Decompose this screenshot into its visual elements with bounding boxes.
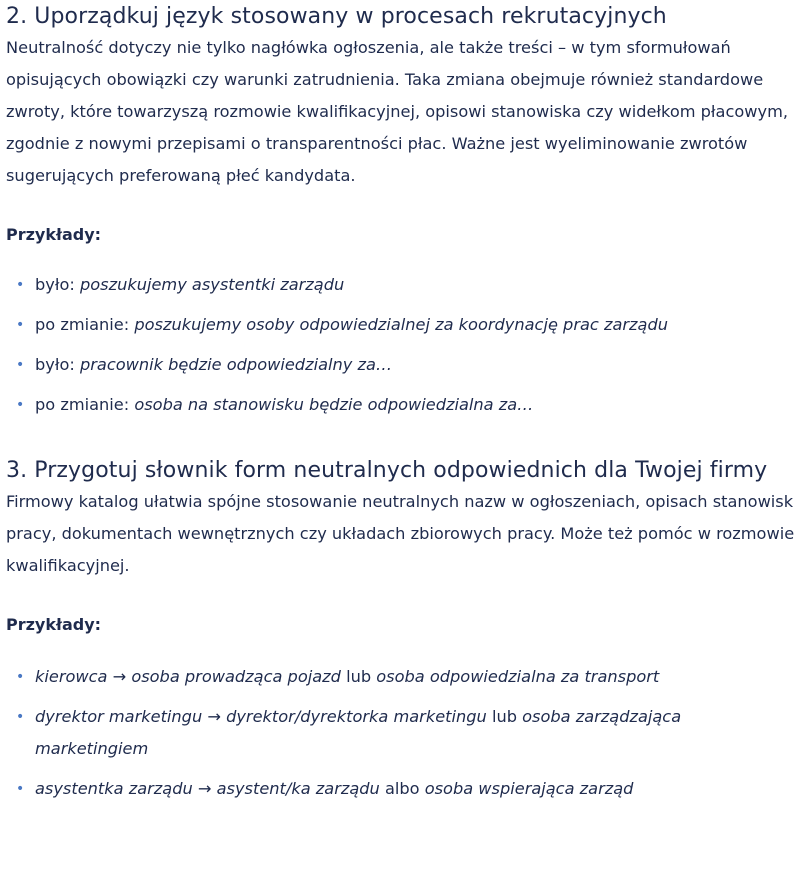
- term-original: asystentka zarządu: [35, 779, 193, 798]
- term-original: dyrektor marketingu: [35, 707, 203, 726]
- section-paragraph: Neutralność dotyczy nie tylko nagłówka ogłoszenia, ale także treści – w tym sformułowań opisujących obowiązki czy warunki zatrudnienia. Taka zmiana obejmuje również standardowe zwroty, które towarzyszą rozmowie kwalifikacyjnej, opisowi stanowiska czy widełkom płacowym, zgodnie z nowymi przepisami o transparentności płac. Ważne jest wyeliminowanie zwrotów sugerujących preferowaną płeć kandydata.: [6, 38, 788, 185]
- arrow-icon: →: [192, 779, 217, 798]
- list-item: [6, 349, 796, 381]
- list-item: [6, 309, 796, 341]
- item-prefix: było:: [35, 275, 80, 294]
- item-example: osoba na stanowisku będzie odpowiedzialna za…: [134, 395, 534, 414]
- term-alternative: osoba zarządzająca marketingiem: [35, 707, 682, 758]
- section-heading: 3. Przygotuj słownik form neutralnych odpowiednich dla Twojej firmy: [6, 458, 768, 483]
- item-example: poszukujemy asystentki zarządu: [79, 275, 345, 294]
- bullet-icon: •: [16, 669, 25, 685]
- examples-list: [6, 269, 796, 421]
- examples-label: Przykłady:: [6, 225, 102, 244]
- list-item: [6, 269, 796, 301]
- list-item: [6, 773, 796, 805]
- item-example: pracownik będzie odpowiedzialny za…: [79, 355, 393, 374]
- list-item: [6, 389, 796, 421]
- term-neutral: asystent/ka zarządu: [216, 779, 380, 798]
- item-prefix: po zmianie:: [35, 395, 135, 414]
- section-paragraph: Firmowy katalog ułatwia spójne stosowanie neutralnych nazw w ogłoszeniach, opisach stanowisk pracy, dokumentach wewnętrznych czy układach zbiorowych pracy. Może też pomóc w rozmowie kwalifikacyjnej.: [6, 492, 795, 575]
- term-original: kierowca: [35, 667, 108, 686]
- examples-list: [6, 661, 796, 805]
- term-neutral: osoba prowadząca pojazd: [131, 667, 341, 686]
- term-neutral: dyrektor/dyrektorka marketingu: [226, 707, 487, 726]
- examples-label: Przykłady:: [6, 615, 102, 634]
- term-joiner: lub: [340, 667, 377, 686]
- term-alternative: osoba odpowiedzialna za transport: [376, 667, 660, 686]
- term-joiner: albo: [379, 779, 425, 798]
- list-item: [6, 701, 796, 765]
- arrow-icon: →: [107, 667, 132, 686]
- bullet-icon: •: [16, 781, 25, 797]
- term-alternative: osoba wspierająca zarząd: [424, 779, 634, 798]
- arrow-icon: →: [202, 707, 227, 726]
- item-prefix: po zmianie:: [35, 315, 135, 334]
- bullet-icon: •: [16, 397, 25, 413]
- bullet-icon: •: [16, 317, 25, 333]
- bullet-icon: •: [16, 709, 25, 725]
- bullet-icon: •: [16, 277, 25, 293]
- term-joiner: lub: [486, 707, 523, 726]
- item-prefix: było:: [35, 355, 80, 374]
- bullet-icon: •: [16, 357, 25, 373]
- section-heading: 2. Uporządkuj język stosowany w procesach rekrutacyjnych: [6, 4, 667, 29]
- item-example: poszukujemy osoby odpowiedzialnej za koordynację prac zarządu: [134, 315, 668, 334]
- list-item: [6, 661, 796, 693]
